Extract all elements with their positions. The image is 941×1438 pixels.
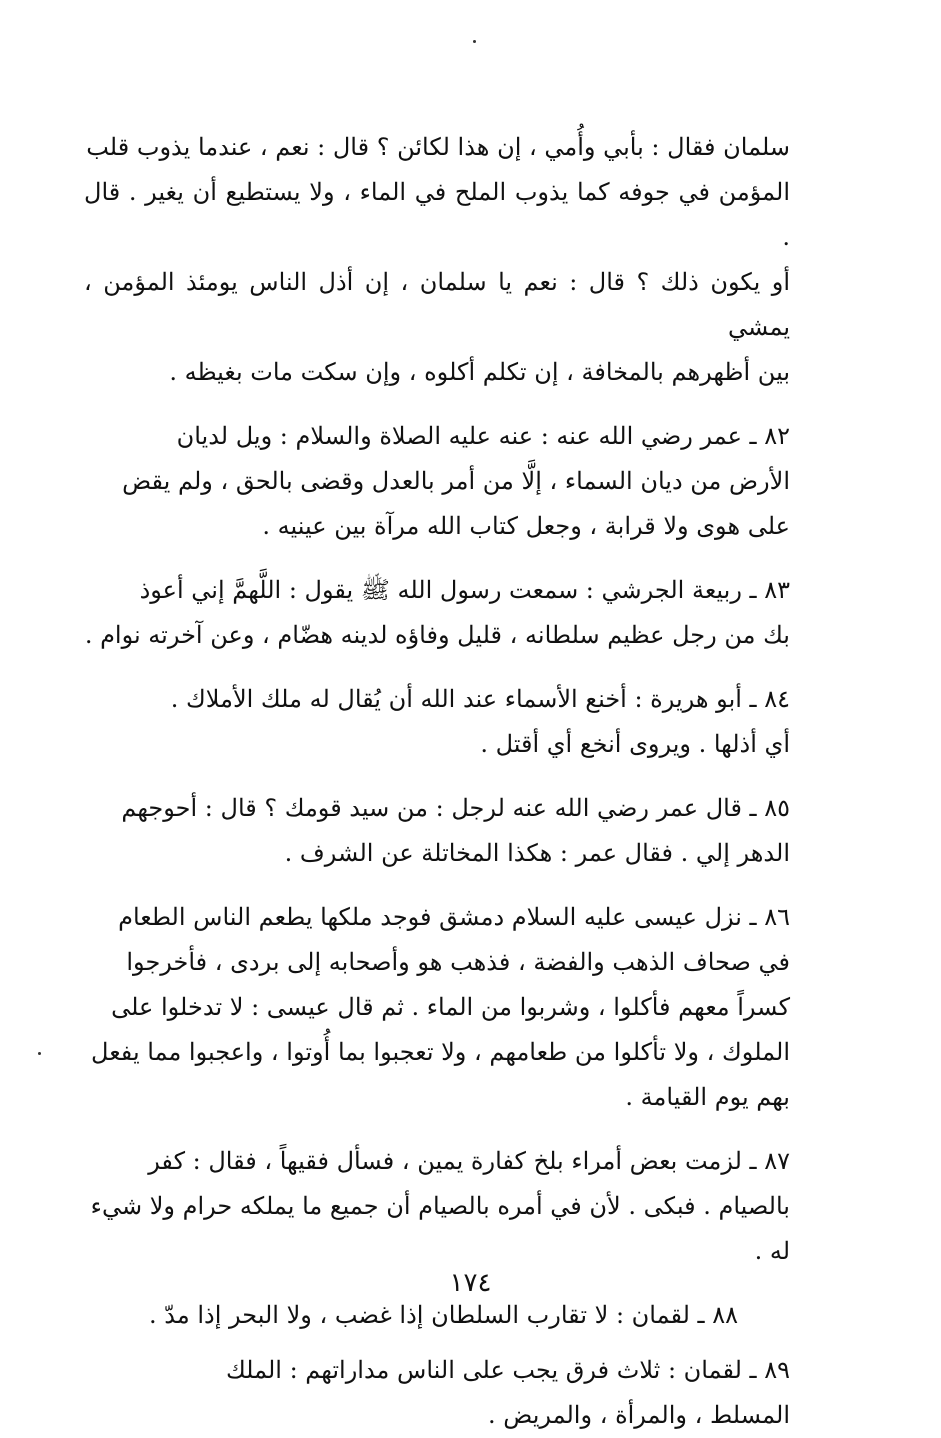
page-number: ١٧٤ <box>449 1268 492 1298</box>
text-line: المسلط ، والمرأة ، والمريض . <box>488 1401 790 1429</box>
text-line: بك من رجل عظيم سلطانه ، قليل وفاؤه لدينه هضّام ، وعن آخرته نوام . <box>84 621 790 649</box>
text-line: المؤمن في جوفه كما يذوب الملح في الماء ، ولا يستطيع أن يغير . قال . <box>84 178 790 251</box>
text-line: الأرض من ديان السماء ، إلَّا من أمر بالعدل وقضى بالحق ، ولم يقض <box>122 467 790 495</box>
text-line: الدهر إلي . فقال عمر : هكذا المخاتلة عن الشرف . <box>284 839 790 867</box>
text-line: ٨٤ ـ أبو هريرة : أخنع الأسماء عند الله أن يُقال له ملك الأملاك . <box>170 685 790 713</box>
text-line: ٨٧ ـ لزمت بعض أمراء بلخ كفارة يمين ، فسأل فقيهاً ، فقال : كفر <box>148 1147 790 1175</box>
speck-mark <box>473 40 476 43</box>
paragraph-87 <box>84 1139 790 1274</box>
paragraph-continuation <box>84 125 790 395</box>
paragraph-82 <box>84 414 790 549</box>
text-line: ٨٦ ـ نزل عيسى عليه السلام دمشق فوجد ملكها يطعم الناس الطعام <box>118 903 790 931</box>
text-line: في صحاف الذهب والفضة ، فذهب هو وأصحابه إلى بردى ، فأخرجوا <box>126 948 790 976</box>
text-line: ٨٣ ـ ربيعة الجرشي : سمعت رسول الله ﷺ يقول : اللَّهمَّ إني أعوذ <box>139 576 790 604</box>
speck-mark <box>38 1052 41 1055</box>
text-line: أي أذلها . ويروى أنخع أي أقتل . <box>480 730 790 758</box>
text-line: ٨٥ ـ قال عمر رضي الله عنه لرجل : من سيد قومك ؟ قال : أحوجهم <box>121 794 790 822</box>
text-line: بهم يوم القيامة . <box>625 1083 790 1111</box>
text-line: كسراً معهم فأكلوا ، وشربوا من الماء . ثم قال عيسى : لا تدخلوا على <box>111 993 790 1021</box>
text-line: على هوى ولا قرابة ، وجعل كتاب الله مرآة بين عينيه . <box>262 512 790 540</box>
paragraph-88 <box>84 1293 790 1338</box>
text-line: له . <box>754 1237 790 1265</box>
text-line: بين أظهرهم بالمخافة ، إن تكلم أكلوه ، وإن سكت مات بغيظه . <box>169 358 790 386</box>
paragraph-85 <box>84 786 790 876</box>
text-line: سلمان فقال : بأبي وأُمي ، إن هذا لكائن ؟ قال : نعم ، عندما يذوب قلب <box>86 133 790 161</box>
text-line: ٨٢ ـ عمر رضي الله عنه : عنه عليه الصلاة والسلام : ويل لديان <box>176 422 790 450</box>
text-line: بالصيام . فبكى . لأن في أمره بالصيام أن جميع ما يملكه حرام ولا شيء <box>90 1192 790 1220</box>
body-text <box>84 125 790 1438</box>
paragraph-84 <box>84 677 790 767</box>
paragraph-86 <box>84 895 790 1120</box>
text-line: ٨٩ ـ لقمان : ثلاث فرق يجب على الناس مداراتهم : الملك <box>225 1356 790 1384</box>
text-line: ٨٨ ـ لقمان : لا تقارب السلطان إذا غضب ، ولا البحر إذا مدّ . <box>149 1301 738 1329</box>
paragraph-89 <box>84 1348 790 1438</box>
paragraph-83 <box>84 568 790 658</box>
text-line: الملوك ، ولا تأكلوا من طعامهم ، ولا تعجبوا بما أُوتوا ، واعجبوا مما يفعل <box>91 1038 790 1066</box>
text-line: أو يكون ذلك ؟ قال : نعم يا سلمان ، إن أذل الناس يومئذ المؤمن ، يمشي <box>84 268 790 341</box>
